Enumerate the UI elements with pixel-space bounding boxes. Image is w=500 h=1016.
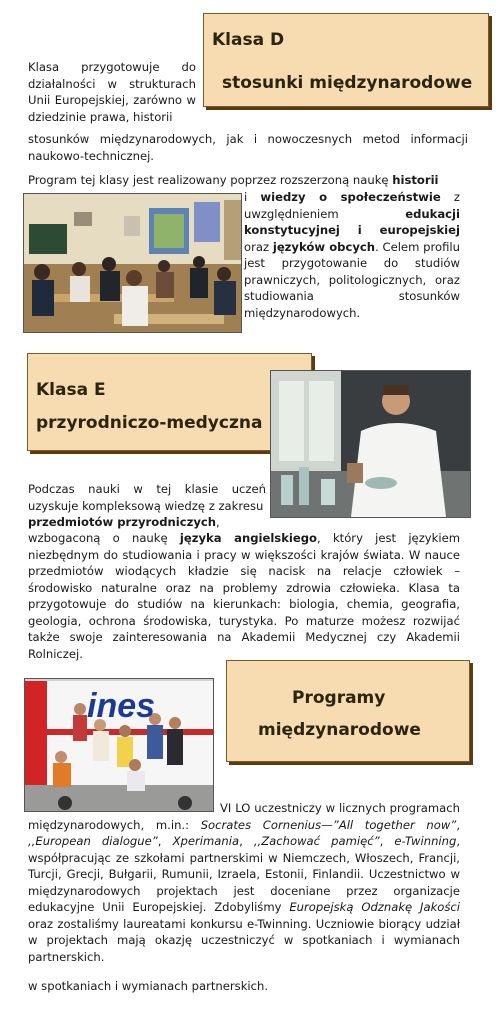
programs-sep2: , (157, 834, 173, 848)
programs-etwinning: e-Twinning (394, 834, 457, 848)
class-d-t3: . Celem profilu jest przygotowanie do studiów prawniczych, politologicznych, oraz studiowania stosunków międzynarodowych. (244, 239, 460, 320)
programs-sep1: , (456, 817, 460, 832)
exchange-photo (24, 678, 214, 812)
programs-european-dialogue: ,,European dialogue” (28, 834, 158, 848)
class-e-t3: , który jest językiem niezbędnym do studiowania i pracy w większości krajów świata. W nauce przedmiotów wiodących kładzie się nacisk na relacje człowiek – środowisko naturalne oraz na problemy zdrowia człowieka. Klasa ta przygotowuje do studiów na kierunkach: biologia, chemia, geografia, geologia, ochrona środowiska, turystyka. Po maturze możesz rozwijać także swoje zainteresowania na Akademii Medycznej czy Akademii Rolniczej. (28, 531, 461, 661)
class-d-i: i (244, 190, 261, 204)
class-d-program-line (28, 172, 468, 189)
classroom-photo (23, 193, 242, 333)
lab-photo (270, 370, 471, 518)
programs-sep3: , (239, 834, 254, 848)
programs-odznaka: Europejską Odznakę Jakości (289, 900, 461, 914)
classroom-photo-art (24, 194, 241, 332)
class-d-wos: wiedzy o społeczeństwie (260, 190, 441, 204)
class-d-history: historii (392, 173, 439, 187)
class-e-angielski: języka angielskiego (179, 531, 318, 545)
class-d-t2: oraz (244, 239, 273, 254)
programs-zachowac-pamiec: ,,Zachować pamięć” (253, 834, 380, 848)
bus-brand-text: ines (87, 687, 156, 725)
programs-title-line2: międzynarodowe (258, 720, 421, 740)
programs-header (226, 660, 470, 762)
class-e-t1: , (216, 515, 220, 529)
class-d-subtitle: stosunki międzynarodowe (222, 73, 473, 93)
class-e-subjects (28, 514, 266, 531)
programs-body-text: , współpracując ze szkołami partnerskimi w Niemczech, Włoszech, Francji, Turcji, Grecji, Bułgarii, Rumunii, Izraela, Estonii, Finlandii. Uczestnictwo w międzynarodowych projektach jest doceniane przez organizacje edukacyjne Unii Europejskiej. Zdobyliśmy (28, 834, 461, 914)
class-e-title: Klasa E (36, 380, 106, 400)
programs-body (28, 800, 460, 965)
class-e-przedmioty: przedmiotów przyrodniczych (28, 515, 217, 529)
class-e-t2: wzbogaconą o naukę (28, 531, 180, 545)
programs-socrates: Socrates Cornenius—”All together now” (200, 817, 457, 832)
class-d-intro-part1: Klasa przygotowuje do działalności w strukturach Unii Europejskiej, zarówno w dziedzinie prawa, historii (28, 60, 196, 124)
class-e-intro: Podczas nauki w tej klasie uczeń uzyskuje kompleksową wiedzę z zakresu (28, 482, 266, 513)
programs-title-line1: Programy (292, 688, 386, 708)
class-d-title: Klasa D (212, 30, 285, 50)
class-e-body (28, 530, 460, 662)
lab-photo-art (271, 371, 470, 517)
class-d-intro-part2: stosunków międzynarodowych, jak i nowoczesnych metod informacji naukowo-technicznej. (28, 132, 468, 163)
class-d-program-body (244, 189, 460, 321)
programs-sep4: , (379, 834, 395, 848)
class-d-edukacja: edukacji konstytucyjnej i europejskiej (244, 206, 460, 237)
class-e-subtitle: przyrodniczo-medyczna (36, 413, 263, 433)
programs-body-end: oraz zostaliśmy laureatami konkursu e-Twinning. Uczniowie biorący udział w projektach mają okazję uczestniczyć w spotkaniach i wymianach partnerskich. (28, 916, 460, 964)
class-d-program-prefix: Program tej klasy jest realizowany poprzez rozszerzoną naukę (28, 173, 393, 187)
programs-intro: VI LO uczestniczy w licznych programach międzynarodowych, m.in.: (28, 801, 460, 832)
class-d-jezyki: języków obcych (272, 239, 376, 254)
programs-repeat-line: w spotkaniach i wymianach partnerskich. (28, 979, 269, 993)
programs-xperimania: Xperimania (172, 834, 240, 848)
class-d-t1: z uwzględnieniem (244, 190, 460, 221)
